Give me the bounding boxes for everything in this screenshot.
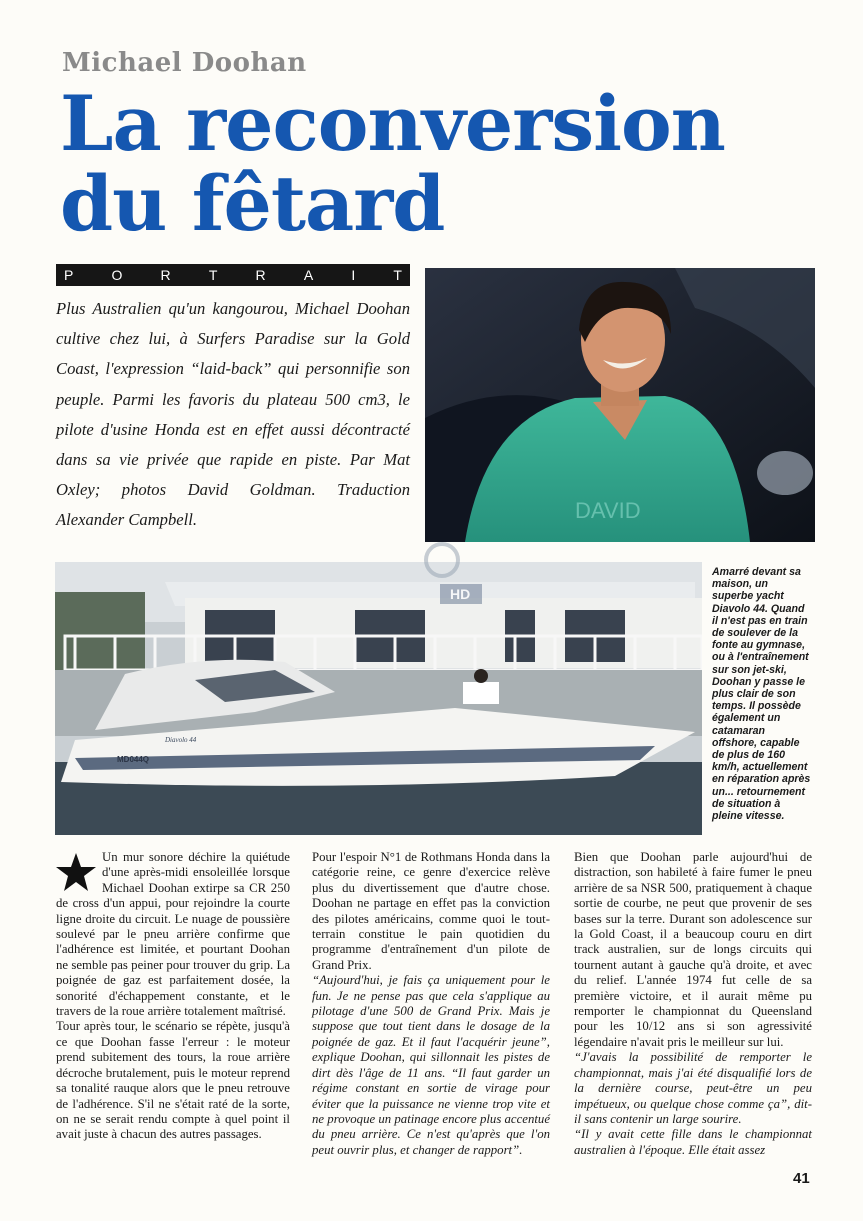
portrait-photo-illustration — [425, 268, 815, 542]
intro-paragraph: Plus Australien qu'un kangourou, Michael Doohan cultive chez lui, à Surfers Paradise sur la Gold Coast, l'expression “laid-back” qui personnifie son peuple. Parmi les favoris du plateau 500 cm3, le pilote d'usine Honda est en effet aussi décontracté dans sa vie privée que rapide en piste. Par Mat Oxley; photos David Goldman. Traduction Alexander Campbell. — [56, 299, 410, 530]
portrait-photo — [425, 268, 815, 542]
section-letter: P — [64, 267, 74, 283]
body-paragraph: “J'avais la possibilité de remporter le championnat, mais j'ai été disqualifié lors de la dernière course, peut-être un peu impétueux, ou quelque chose comme ça”, dit-il sans contenir un large sourire. — [574, 1050, 812, 1126]
body-paragraph: Pour l'espoir N°1 de Rothmans Honda dans la catégorie reine, ce genre d'exercice relève plus du divertissement que d'autre chose. Doohan ne partage en effet pas la conviction des pilotes américains, comme quoi le tout-terrain constitue le pain quotidien du programme d'entraînement d'un pilote de Grand Prix. — [312, 850, 550, 972]
body-paragraph: “Aujourd'hui, je fais ça uniquement pour le fun. Je ne pense pas que cela s'applique au pilotage d'une 500 de Grand Prix. Mais je suppose que tout tient dans le dosage de la poignée de gaz. Et il faut l'acquérir jeune”, explique Doohan, qui sillonnait les pistes de dirt dès l'âge de 11 ans. “Il faut garder un régime constant en sortie de virage pour éviter que la puissance ne vienne trop vite et ne provoque un patinage encore plus accentué du pneu arrière. Ce n'est qu'après que l'on peut ouvrir plus, et changer de rapport”. — [312, 973, 550, 1157]
body-paragraph: “Il y avait cette fille dans le championnat australien à l'époque. Elle était assez — [574, 1127, 812, 1157]
section-letter: A — [303, 267, 314, 283]
body-column-3 — [574, 850, 812, 1158]
section-letter: I — [351, 267, 356, 283]
boat-photo-illustration — [55, 562, 702, 835]
section-letter: R — [255, 267, 266, 283]
section-label-bar — [56, 264, 410, 286]
headline-line-1: La reconversion — [60, 79, 725, 168]
body-column-1 — [56, 850, 290, 1143]
body-paragraph: Tour après tour, le scénario se répète, jusqu'à ce que Doohan fasse l'erreur : le moteur prend subitement des tours, la roue arrière décroche brutalement, puis le moteur reprend sa tonalité rauque alors que le pneu retrouve de l'adhérence. S'il ne s'était raté de la sorte, on ne se serait rendu compte à quel point il avait juste à chacun des autres passages. — [56, 1019, 290, 1142]
watermark-logo — [420, 540, 490, 606]
section-letter: R — [160, 267, 171, 283]
headline — [60, 79, 830, 248]
section-letter: T — [393, 267, 402, 283]
star-icon — [56, 852, 96, 892]
shirt-print: DAVID — [575, 498, 641, 523]
body-paragraph: Bien que Doohan parle aujourd'hui de distraction, son habileté à faire fumer le pneu arrière de sa NSR 500, pratiquement à chaque sortie de courbe, ne peut que provenir de ses bases sur la terre. Durant son adolescence sur la Gold Coast, il a beaucoup couru en dirt track australien, sur de longs circuits qui tournent autant à gauche qu'à droite, et avec du relief. L'année 1974 fut celle de sa première victoire, et il aurait même pu remporter le championnat du Queensland pour les 10/12 ans si son agressivité légendaire n'avait pris le meilleur sur lui. — [574, 850, 812, 1049]
boat-registration: MD044Q — [117, 755, 150, 764]
boat-hull-name: Diavolo 44 — [165, 736, 197, 744]
headline-line-2: du fêtard — [60, 159, 445, 248]
body-paragraph: Un mur sonore déchire la quiétude d'une après-midi ensoleillée lorsque Michael Doohan extirpe sa CR 250 de cross d'un appui, pour rejoindre la courte ligne droite du circuit. Le nuage de poussière soulevé par le pneu arrière confirme que l'adhérence est limitée, et pourtant Doohan ne semble pas peiner pour trouver du grip. La poignée de gaz est parfaitement dosée, la sonorité d'échappement constante, et le travers de la roue arrière totalement maîtrisé. — [56, 850, 290, 1019]
kicker: Michael Doohan — [62, 48, 307, 78]
section-letter: T — [208, 267, 218, 283]
page-number: 41 — [793, 1170, 810, 1187]
body-column-2 — [312, 850, 550, 1158]
section-letter: O — [111, 267, 123, 283]
boat-photo — [55, 562, 702, 835]
photo-caption: Amarré devant sa maison, un superbe yacht Diavolo 44. Quand il n'est pas en train de soulever de la fonte au gymnase, ou à l'entraînement sur son jet-ski, Doohan y passe le plus clair de son temps. Il possède également un catamaran offshore, capable de plus de 160 km/h, actuellement en réparation après un... retournement de situation à pleine vitesse. — [712, 566, 811, 823]
watermark-text: HD — [450, 586, 471, 602]
